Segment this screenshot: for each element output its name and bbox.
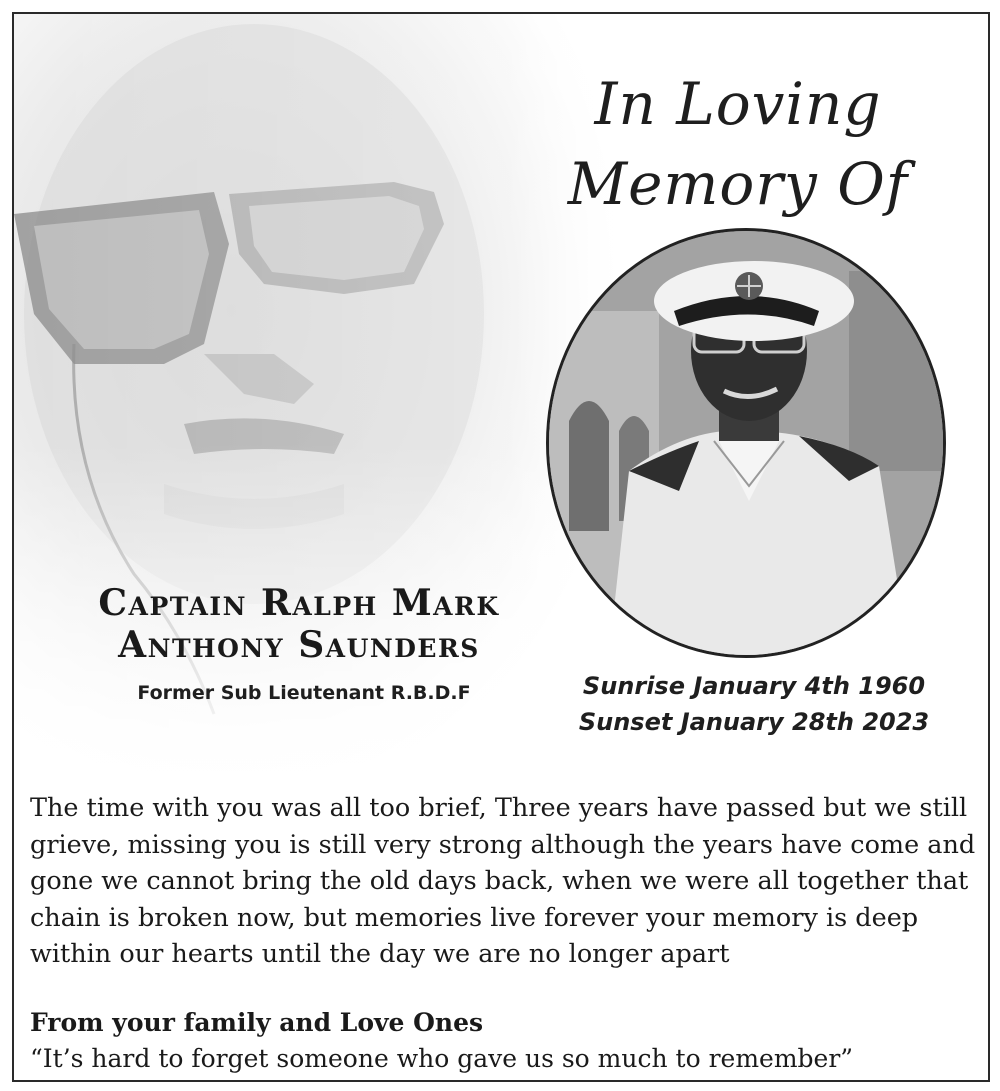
life-dates [574, 668, 934, 740]
closing-quote: “It’s hard to forget someone who gave us so much to remember” [30, 1044, 854, 1073]
portrait-photo-image [549, 231, 943, 655]
name-line-1: Captain Ralph Mark [98, 582, 500, 624]
portrait-photo [546, 228, 946, 658]
memorial-poem: The time with you was all too brief, Three years have passed but we still grieve, missing you is still very strong although the years have come and gone we cannot bring the old days back, when we were all together that chain is broken now, but memories live forever your memory is deep within our hearts until the day we are no longer apart [30, 793, 976, 969]
background-portrait-image [14, 14, 634, 794]
sunrise-date: Sunrise January 4th 1960 [582, 672, 926, 700]
former-rank-title: Former Sub Lieutenant R.B.D.F [137, 682, 471, 704]
in-loving-memory-heading [558, 64, 918, 224]
heading-line-2: Memory Of [567, 150, 909, 218]
name-line-2: Anthony Saunders [118, 624, 480, 666]
deceased-name [14, 582, 584, 666]
heading-line-1: In Loving [594, 70, 882, 138]
memorial-frame [12, 12, 990, 1082]
sunset-date: Sunset January 28th 2023 [578, 708, 930, 736]
from-family-line: From your family and Love Ones [30, 1008, 484, 1037]
